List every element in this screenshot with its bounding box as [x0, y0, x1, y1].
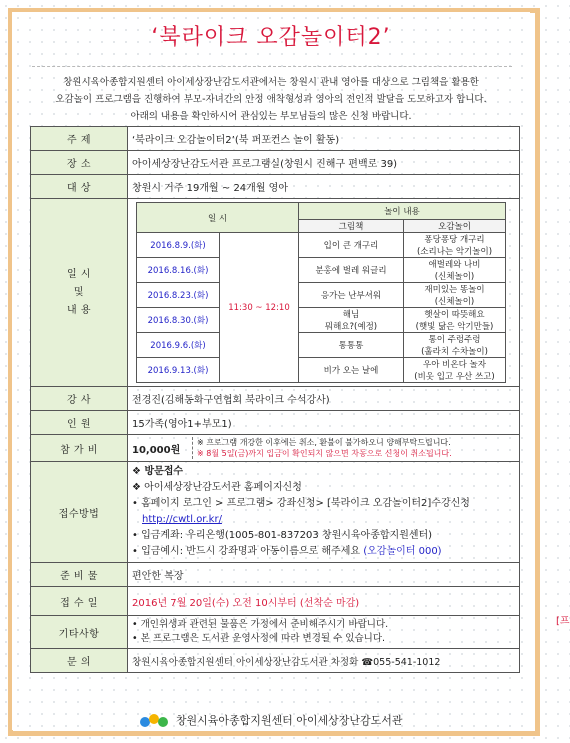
homepage-link[interactable]: http://cwtl.or.kr/ — [142, 514, 222, 525]
deposit-example-text: • 입금예시: 반드시 강좌명과 아동이름으로 해주세요 — [132, 546, 361, 557]
row-subject — [31, 127, 520, 151]
session-date: 2016.8.23.(화) — [137, 283, 220, 308]
session-book: 해님 뭐해요?(예정) — [299, 308, 404, 333]
value-capacity: 15가족(영아1+부모1) — [128, 411, 520, 435]
schedule-header-datetime: 일 시 — [137, 203, 299, 233]
row-materials — [31, 563, 520, 587]
label-fee: 참 가 비 — [31, 435, 128, 462]
intro-paragraph — [18, 74, 524, 125]
session-book: 입이 큰 개구리 — [299, 233, 404, 258]
row-contact — [31, 649, 520, 673]
side-mark: [프 — [556, 616, 570, 627]
page-title: ‘북라이크 오감놀이터2’ — [151, 25, 391, 50]
method-homepage: ❖ 아이세상장난감도서관 홈페이지신청 — [132, 482, 302, 493]
row-registration — [31, 587, 520, 616]
session-play: 재미있는 똥놀이 (신체놀이) — [404, 283, 506, 308]
label-materials: 준 비 물 — [31, 563, 128, 587]
intro-line-2: 오감놀이 프로그램을 진행하여 부모-자녀간의 안정 애착형성과 영아의 전인적 발달을 도모하고자 합니다. — [55, 94, 487, 105]
value-materials: 편안한 복장 — [128, 563, 520, 587]
row-method — [31, 462, 520, 563]
title-divider — [32, 66, 512, 67]
session-book: 응가는 난부셔워 — [299, 283, 404, 308]
label-place: 장 소 — [31, 151, 128, 175]
session-time: 11:30 ~ 12:10 — [220, 233, 299, 383]
row-instructor — [31, 387, 520, 411]
session-date: 2016.8.9.(화) — [137, 233, 220, 258]
document-page — [12, 12, 530, 730]
session-play: 햇살이 따뜻해요 (햇빛 닮은 악기만들) — [404, 308, 506, 333]
fee-note-2: ※ 8월 5일(금)까지 입금이 확인되지 않으면 자동으로 신청이 취소됩니다. — [197, 449, 452, 458]
row-fee — [31, 435, 520, 462]
fee-notes — [192, 437, 452, 459]
schedule-row — [137, 358, 506, 383]
session-date: 2016.9.6.(화) — [137, 333, 220, 358]
label-method: 접수방법 — [31, 462, 128, 563]
session-book: 통통통 — [299, 333, 404, 358]
row-place — [31, 151, 520, 175]
label-capacity: 인 원 — [31, 411, 128, 435]
info-table — [30, 126, 520, 673]
schedule-row — [137, 258, 506, 283]
session-play: 통이 주렁주렁 (훌라치 수차놀이) — [404, 333, 506, 358]
session-play: 애벌레와 나비 (신체놀이) — [404, 258, 506, 283]
schedule-header-content: 놀이 내용 — [299, 203, 506, 220]
value-subject: ‘북라이크 오감놀이터2’(북 퍼포컨스 놀이 활동) — [128, 127, 520, 151]
method-account: • 입금계좌: 우리은행(1005-801-837203 창원시육아종합지원센터) — [132, 530, 433, 541]
value-others — [128, 616, 520, 649]
fee-amount: 10,000원 — [132, 444, 181, 456]
label-subject: 주 제 — [31, 127, 128, 151]
label-schedule: 일 시 및 내 용 — [31, 199, 128, 387]
session-date: 2016.8.30.(화) — [137, 308, 220, 333]
method-visit: ❖ 방문접수 — [132, 466, 184, 477]
value-registration: 2016년 7월 20일(수) 오전 10시부터 (선착순 마감) — [128, 587, 520, 616]
label-target: 대 상 — [31, 175, 128, 199]
schedule-table — [136, 202, 506, 383]
fee-note-1: ※ 프로그램 개강한 이후에는 취소, 환불이 불가하오니 양해부탁드립니다. — [197, 438, 451, 447]
session-book: 비가 오는 날에 — [299, 358, 404, 383]
value-method — [128, 462, 520, 563]
label-registration: 접 수 일 — [31, 587, 128, 616]
schedule-row — [137, 233, 506, 258]
value-instructor: 전경진(김해동화구연협회 북라이크 수석강사) — [128, 387, 520, 411]
value-place: 아이세상장난감도서관 프로그램실(창원시 진해구 편백로 39) — [128, 151, 520, 175]
label-contact: 문 의 — [31, 649, 128, 673]
row-capacity — [31, 411, 520, 435]
label-instructor: 강 사 — [31, 387, 128, 411]
footer-org-name: 창원시육아종합지원센터 아이세상장난감도서관 — [175, 714, 403, 727]
schedule-header-row — [137, 203, 506, 220]
row-schedule — [31, 199, 520, 387]
schedule-header-book: 그림책 — [299, 220, 404, 233]
value-contact: 창원시육아종합지원센터 아이세상장난감도서관 차정화 ☎055-541-1012 — [128, 649, 520, 673]
session-date: 2016.9.13.(화) — [137, 358, 220, 383]
schedule-row — [137, 333, 506, 358]
method-deposit-example — [132, 544, 515, 560]
organization-logo-icon — [139, 713, 169, 729]
schedule-row — [137, 283, 506, 308]
label-others: 기타사항 — [31, 616, 128, 649]
others-line-1: • 개인위생과 관련된 물품은 가정에서 준비해주시기 바랍니다. — [132, 619, 389, 630]
deposit-example-value: (오감놀이터 000) — [363, 546, 442, 557]
schedule-row — [137, 308, 506, 333]
intro-line-3: 아래의 내용을 확인하시어 관심있는 부모님들의 많은 신청 바랍니다. — [130, 111, 412, 122]
session-play: 우아 비온다 놀자 (비옷 입고 우산 쓰고) — [404, 358, 506, 383]
others-line-2: • 본 프로그램은 도서관 운영사정에 따라 변경될 수 있습니다. — [132, 633, 386, 644]
schedule-header-play: 오감놀이 — [404, 220, 506, 233]
value-schedule — [128, 199, 520, 387]
intro-line-1: 창원시육아종합지원센터 아이세상장난감도서관에서는 창원시 관내 영아를 대상으로 그림책을 활용한 — [63, 77, 479, 88]
value-fee — [128, 435, 520, 462]
session-book: 분홍에 벌레 워글리 — [299, 258, 404, 283]
value-target: 창원시 거주 19개월 ~ 24개월 영아 — [128, 175, 520, 199]
session-date: 2016.8.16.(화) — [137, 258, 220, 283]
footer — [12, 712, 530, 729]
method-steps: • 홈페이지 로그인 > 프로그램> 강좌신청> [북라이크 오감놀이터2]수강신청 — [132, 498, 470, 509]
session-play: 퐁당퐁당 개구리 (소리나는 악기놀이) — [404, 233, 506, 258]
row-others — [31, 616, 520, 649]
row-target — [31, 175, 520, 199]
